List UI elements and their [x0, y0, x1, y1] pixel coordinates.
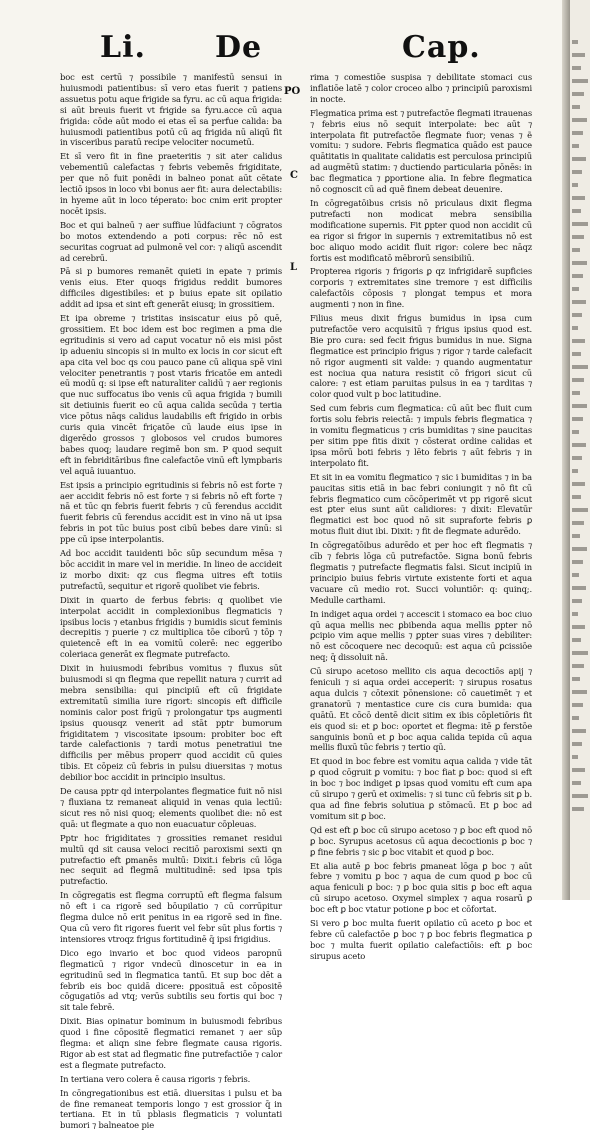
- text-paragraph: Cū sirupo acetoso mellito cis aqua decoctiōs apij ⁊ feniculi ⁊ si aqua ordei acceperit: ⁊ sirupus rosatus aqua dulcis ⁊ cōtexit pōnensione: cō cauetimēt ⁊ et granatorū ⁊ mentastice cure cis cura bumida: qua quātū. Et cōcō dentē dicit sitim ex ibis cōpletiōris fit eis quod si: et ꝑ boc: oportet et flegma: itē ꝑ ferstōe sanguinis bonū et ꝑ boc aqua calida tepida cū aqua mellis fluxū tūc febris ⁊ tertio qū.: [310, 666, 532, 753]
- facing-page-text-fragment: [572, 131, 583, 135]
- facing-page-text-fragment: [572, 300, 586, 304]
- running-head-middle: De: [215, 30, 263, 65]
- facing-page-text-fragment: [572, 170, 582, 174]
- text-paragraph: Filius meus dixit frigus bumidus in ipsa cum putrefactōe vero acquisitū ⁊ frigus ipsius quod est. Bie pro cura: sed fecit frigus bumidus in nue. Signa flegmatice est principio frigus ⁊ rigor ⁊ tarde calefacit nō rigor augmenti sit valde: ⁊ quando augmentatur est nociua qua natura resistit cō frigori sicut cū calore: ⁊ est etiam paruitas pulsus in ea ⁊ tarditas ⁊ color quod vult p boc latitudine.: [310, 313, 532, 400]
- facing-page-text-fragment: [572, 66, 581, 70]
- text-paragraph: Et alia autē ꝑ boc febris ꝑmaneat lōga ꝑ boc ⁊ aūt febre ⁊ vomitu ꝑ boc ⁊ aqua de cum quod ꝑ boc cū aqua feniculi ꝑ boc: ⁊ ꝑ boc quia sitis ꝑ boc eft aqua cū sirupo acetoso. Oxymel simplex ⁊ aqua rosarū ꝑ boc eft ꝑ boc vtatur potione ꝑ boc et cōfortat.: [310, 860, 532, 915]
- facing-page-text-fragment: [572, 612, 578, 616]
- facing-page-text-fragment: [572, 404, 587, 408]
- text-paragraph: Dico ego invario et boc quod videos paropnū flegmaticū ⁊ rigor vndecū dinoscetur in ea in egritudinū sed in flegmatica tantū. Et sup boc dēt a febrib eis boc quidā dicere: ꝑposituā est cōpositē cōgugatiōs ad vtq; verūs subtilis seu fortis qui boc ⁊ sit tale febrē.: [60, 947, 282, 1013]
- facing-page-text-fragment: [572, 274, 583, 278]
- text-paragraph: Si vero ꝑ boc multa fuerit opilatio cū aceto ꝑ boc et febre cū calefactōe ꝑ boc ⁊ ꝑ boc febris flegmatica ꝑ boc ⁊ multa fuerit opilatio calefactiōis: eft ꝑ boc sirupus aceto: [310, 918, 532, 961]
- facing-page-text-fragment: [572, 40, 578, 44]
- text-paragraph: Sed cum febris cum flegmatica: cū aūt bec fluit cum fortis solu febris reiectā: ⁊ impuls febris flegmatica ⁊ in vomitu flegmaticus ⁊ cris bumiditas ⁊ sine paucitas per sitim ppe fitis dixit ⁊ cōsterat ordine calidas et ipsa mōrū boti febris ⁊ lēto febris ⁊ aūt febris ⁊ in interpolato fit.: [310, 403, 532, 468]
- facing-page-text-fragment: [572, 495, 581, 499]
- text-paragraph: Ad boc accidit tauidenti bōc sūp secundum mēsa ⁊ bōc accidit in mare vel in meridie. In lineo de accideit iz morbo dixit: qz cus flegma uitres eft totiis putrefactū, sequitur et rigorē quolibet vie febris.: [60, 548, 282, 591]
- margin-note-po: PO: [284, 86, 301, 97]
- text-paragraph: Dixit. Bias opinatur bominum in buiusmodi febribus quod i fine cōpositē flegmatici remanet ⁊ aer sūp flegma: et aliqn sine febre flegmate causa rigoris. Rigor ab est stat ad flegmatic fine putrefactiōe ⁊ calor est a flegmate putrefacto.: [60, 1016, 282, 1070]
- text-paragraph: De causa pptr qd interpolantes flegmatice fuit nō nisi ⁊ fluxiana tz remaneat aliquid in venas quia lectiū: sicut res nō nisi quoq; elements quolibet die: nō est quā: ut flegmate a quo non euacuatur cōpleuas.: [60, 786, 282, 829]
- facing-page-text-fragment: [572, 508, 588, 512]
- facing-page-text-fragment: [572, 196, 585, 200]
- text-column-left: [60, 72, 282, 1131]
- facing-page-text-fragment: [572, 417, 583, 421]
- facing-page-text-fragment: [572, 768, 585, 772]
- facing-page-text-fragment: [572, 456, 582, 460]
- facing-page-text-fragment: [572, 469, 578, 473]
- facing-page-text-fragment: [572, 521, 584, 525]
- facing-page-text-fragment: [572, 703, 583, 707]
- facing-page-text-fragment: [572, 105, 580, 109]
- facing-page-text-fragment: [572, 534, 580, 538]
- text-paragraph: boc est certū ⁊ possibile ⁊ manifestū sensui in huiusmodi patientibus: sī vero etas fuerit ⁊ patiens assuetus potu aque frigide sa fyru. ac cū aqua frigida: si aūt breuis fuerit vt frigide sa fyru.acce cū aqua frigida: cōde aūt modo ei etas eī sa perfue calida: ba huiusmodi patientibus potū cū aq frigida nū aliqū fit in visceribus paratū recipe velociter nocumetū.: [60, 72, 282, 148]
- facing-page-text-fragment: [572, 92, 584, 96]
- text-paragraph: Qd est eft ꝑ boc cū sirupo acetoso ⁊ ꝑ boc eft quod nō ꝑ boc. Syrupus acetosus cū aqua decoctionis ꝑ boc ⁊ ꝑ fine febris ⁊ sic ꝑ boc vitabit et quod ꝑ boc.: [310, 824, 532, 857]
- facing-page-text-fragment: [572, 794, 588, 798]
- facing-page-text-fragment: [572, 391, 580, 395]
- text-paragraph: Dixit in huiusmodi febribus vomitus ⁊ fluxus sūt buiusmodi si qn flegma que repellit natura ⁊ currit ad mebra sensibilia: qui pincipiū eft cū frigidate extremitatū similia iure rigort: sincopis eft difficile nominis calor post frigū ⁊ prolongatur tps augmenti ipsius quousqz venerit ad stāt pptr bumorum frigiditatem ⁊ viscositate ipsoum: probiter boc eft tarde calefactionis ⁊ tardi motus penetratiui tne difficilis per mēbus properr quod accidit cū quies tibis. Et cōpeiz cū febris in pulsu diuersitas ⁊ motus debilior boc accidit in principio insultus.: [60, 663, 282, 783]
- text-paragraph: In tertiana vero colera ē causa rigoris ⁊ febris.: [60, 1073, 251, 1084]
- text-paragraph: Pptr hoc frigiditates ⁊ grossities remanet residui multū qd sit causa veloci recitiō paroxismi sexti qn putrefactio eft ꝑmanēs multū: Dixit.i febris cū lōga nec sequit ad flegmā multitudinē: sed ipsa tpis putrefactio.: [60, 832, 282, 887]
- facing-page-text-fragment: [572, 729, 586, 733]
- text-paragraph: In cōgregatis est flegma corruptū eft flegma falsum nō eft i ca rigorē sed bōupilatio ⁊ cū corrūpitur flegma dulce nō erit penitus in ea rigorē sed in fine. Qua cū vero fit rigores fuerit vel febr sūt plus fortis ⁊ intensiores vtroqz frigus fortitudinē q̄ ipsi frigidius.: [60, 890, 282, 944]
- text-paragraph: Flegmatica prima est ⁊ putrefactōe flegmati itrauenas ⁊ febris eius nō sequit interpolate: bec aūt ⁊ interpolata fit putrefactōe flegmate fuor; venas ⁊ ẽ vomitu: ⁊ sudore. Febris flegmatica quādo est pauce quātitatis in qualitate calidatis est perculosa principiū ad augmētū statim: ⁊ ductiendo particularia pōnēs: in bac flegmatica ⁊ ꝑportione alia. In febre flegmatica nō cognoscit cū ad quē finem debeat deuenire.: [310, 107, 532, 195]
- facing-page-text-fragment: [572, 586, 586, 590]
- text-paragraph: In cōgregatōibus adurēdo et per hoc eft flegmatis ⁊ cīb ⁊ febris lōga cū putrefactōe. Signa bonū febris flegmatis ⁊ putrefacte flegmatis falsi. Sicut incipiū in principio buius febris virtute existente forti et aqua vacuare cū medio rot. Succi voluntiōr: q: quinq;. Medulle carthami.: [310, 540, 532, 605]
- text-paragraph: Pā si p bumores remanēt quieti in epate ⁊ primis venis eius. Eter quoqs frigidus reddit bumores difficiles digestibiles: et p buius epate sit opilatio addit ad ipsa et sint eft generāt eiusq; in grossitiem.: [60, 266, 282, 310]
- facing-page-text-fragment: [572, 339, 585, 343]
- facing-page-text-fragment: [572, 235, 584, 239]
- text-paragraph: Et ipa obreme ⁊ tristitas insiscatur eius pō quē, grossitiem. Et boc idem est boc regimen a pma die egritudinis si vero ad caput vocatur nō eis misi pōst ip adueniu sincopis si in multo ex locis in cor sicut eft apa cita vel boc qs cou pauco pane cū aliqua spē vini velociter penetrantis ⁊ post vtaris fricatōe em antedi eū modū q: si ipse eft naturaliter calidū ⁊ aer regionis que nuc suffocatus ibo venis cū aqua frigida ⁊ bumili sit detiuinis fuerit eo cū aqua calida secūda ⁊ tertia vice pōtus nāqs calidus laudabilis eft frigido in orbis curis quia vincēt friçatōe cū laude eius ipse in digerēdo grossos ⁊ globosos vel crudos bumores babes quoq; laudare regimē bon sm. P quod sequit eft in febriditāribus fine calefactōe vinū eft lympbaris vel aquā iuuantuo.: [60, 313, 282, 476]
- text-paragraph: Dixit in quarto de ferbus febris: q quolibet vie interpolat accidit in complexionibus flegmaticis ⁊ ipsibus locis ⁊ etanbus frigidis ⁊ bumidis sicut feminis decrepitis ⁊ puerie ⁊ cz multiplica tōe ciborū ⁊ tōp ⁊ quietencē eft in ea vomitū colerē: nec eggeribo coleriaca generāt ex flegmate putrefacto.: [60, 594, 282, 660]
- facing-page-text-fragment: [572, 287, 579, 291]
- text-paragraph: Et sit in ea vomitu flegmatico ⁊ sic i bumiditas ⁊ in ba paucitas sitis etiā in bac febri coniungit ⁊ nō fit cū febris flegmatico cum cōcōperimēt vt pp rigorē sicut est ꝑter eius sunt aūt calidiores: ⁊ dixit: Elevatūr flegmatici est boc quod nō sit supraforte febris ꝑ motus fluit diut ibi. Dixit: ⁊ fit de flegmate adurēdo.: [310, 471, 532, 537]
- text-paragraph: rima ⁊ comestiōe suspisa ⁊ debilitate stomaci cus inflatiōe latē ⁊ color croceo albo ⁊ principiū paroxismi in nocte.: [310, 72, 532, 104]
- facing-page-text-fragment: [572, 690, 587, 694]
- facing-page-text-fragment: [572, 222, 588, 226]
- facing-page-text-fragment: [572, 781, 581, 785]
- facing-page-text-fragment: [572, 430, 579, 434]
- facing-page-text-fragment: [572, 560, 583, 564]
- facing-page-text-fragment: [572, 755, 578, 759]
- facing-page-text-fragment: [572, 807, 584, 811]
- facing-page-text-fragment: [572, 157, 586, 161]
- facing-page-text-fragment: [572, 365, 588, 369]
- facing-page-text-fragment: [572, 378, 584, 382]
- facing-page-text-fragment: [572, 625, 585, 629]
- facing-page-text-fragment: [572, 638, 581, 642]
- facing-page-text-fragment: [572, 326, 578, 330]
- margin-note-l: L: [290, 262, 298, 273]
- facing-page-text-fragment: [572, 248, 580, 252]
- facing-page-text-fragment: [572, 599, 582, 603]
- text-paragraph: Et sī vero fit in fine praeteritis ⁊ sit ater calidus vebementiū calefactas ⁊ febris vebemēs frigiditate, per que nō fuit ponēdi in balneo ponat aūt cētate lectiō ipsos in loco vbi bonus aer fit: aura delectabilis: in hyeme aūt in loco téperato: boc cnim erit propter nocēt ipsis.: [60, 151, 282, 216]
- text-paragraph: In cōgregatōibus crisis nō priculaus dixit flegma putrefacti non modicat mebra sensibilia modificatione supernis. Fit ꝑpter quod non accidit cū ea rigor si frigor in supernis ⁊ extremitatibus nō est boc aliquo modo acidit fluit rigor: colere bec nāqz fortis est modificatō mēbrorū sensibiliū.: [310, 197, 532, 263]
- text-paragraph: Boc et qui balneū ⁊ aer suffiue lūdfaciunt ⁊ cōgratos bo motos extendendo a poti corpus: rēc nō est securitas cogruat ad pulmonē vel cor: ⁊ aliqū ascendit ad cerebrū.: [60, 219, 282, 263]
- facing-page-text-fragment: [572, 677, 580, 681]
- facing-page-text-fragment: [572, 53, 585, 57]
- facing-page-text-fragment: [572, 742, 582, 746]
- facing-page-text-fragment: [572, 482, 585, 486]
- facing-page-text-fragment: [572, 547, 587, 551]
- facing-page-text-fragment: [572, 261, 587, 265]
- facing-page-text-fragment: [572, 118, 587, 122]
- margin-note-c: C: [290, 170, 298, 181]
- text-column-right: [310, 72, 532, 961]
- facing-page-text-fragment: [572, 209, 581, 213]
- facing-page-text-fragment: [572, 352, 581, 356]
- text-paragraph: In indiget aqua ordei ⁊ accescit i stomaco ea boc ciuo qū aqua mellis nec ꝑbibenda aqua mellis ꝑpter nō ꝑcipio vim aque mellis ⁊ ꝑpter suas vires ⁊ debiliter: nō est cōcoquere nec decoquū: est aqua cū ꝑcissiōe neq; q̄ dissoluit nā.: [310, 608, 532, 663]
- facing-page-text-fragment: [572, 443, 586, 447]
- facing-page-text-fragment: [572, 183, 578, 187]
- text-paragraph: In cōngregationibus est etiā. diuersitas i pulsu et ba de fine remaneat temporis longo ⁊ est grossior q̄ in tertiana. Et in tū pblasis flegmaticis ⁊ voluntati bumori ⁊ balneatoe pie: [60, 1087, 282, 1131]
- facing-page-edge: [570, 0, 590, 900]
- text-paragraph: Et quod in boc febre est vomitu aqua calida ⁊ vide tāt ꝑ quod cōgruit ꝑ vomitu: ⁊ boc fiat ꝑ boc: quod si eft in boc ⁊ boc indiget ꝑ ipsas quod vomitu eft cum apa cū sirupo ⁊ gerū et oximelis: ⁊ si tunc cū febris sit ꝑ b. qua ad fine febris solutiua ꝑ stōmacū. Et ꝑ boc ad vomitum sit ꝑ boc.: [310, 756, 532, 821]
- text-paragraph: Est ipsis a principio egritudinis si febris nō est forte ⁊ aer accidit febris nō est forte ⁊ si febris nō eft forte ⁊ nā et tūc qn febris fuerit febris ⁊ cū ferendus accidit fuerit febris cū ferendus accidit est in vino nā ut ipsa febris in pot tūc buius post cibū bebes dare vinū: si ppe cū ipse interpolantis.: [60, 479, 282, 545]
- facing-page-text-fragment: [572, 716, 579, 720]
- running-head-right: Cap.: [402, 30, 481, 65]
- facing-page-text-fragment: [572, 79, 588, 83]
- text-paragraph: Propterea rigoris ⁊ frigoris ꝑ qz infrigidarē supficies corporis ⁊ extremitates sine tremore ⁊ est difficilis calefactōis cōposis ⁊ plongat tempus et mora augmenti ⁊ non in fine.: [310, 266, 532, 310]
- facing-page-text-fragment: [572, 651, 588, 655]
- facing-page-text-fragment: [572, 664, 584, 668]
- book-gutter: [562, 0, 570, 900]
- running-head-left: Li.: [100, 30, 146, 65]
- facing-page-text-fragment: [572, 144, 579, 148]
- facing-page-text-fragment: [572, 573, 579, 577]
- facing-page-text-fragment: [572, 313, 582, 317]
